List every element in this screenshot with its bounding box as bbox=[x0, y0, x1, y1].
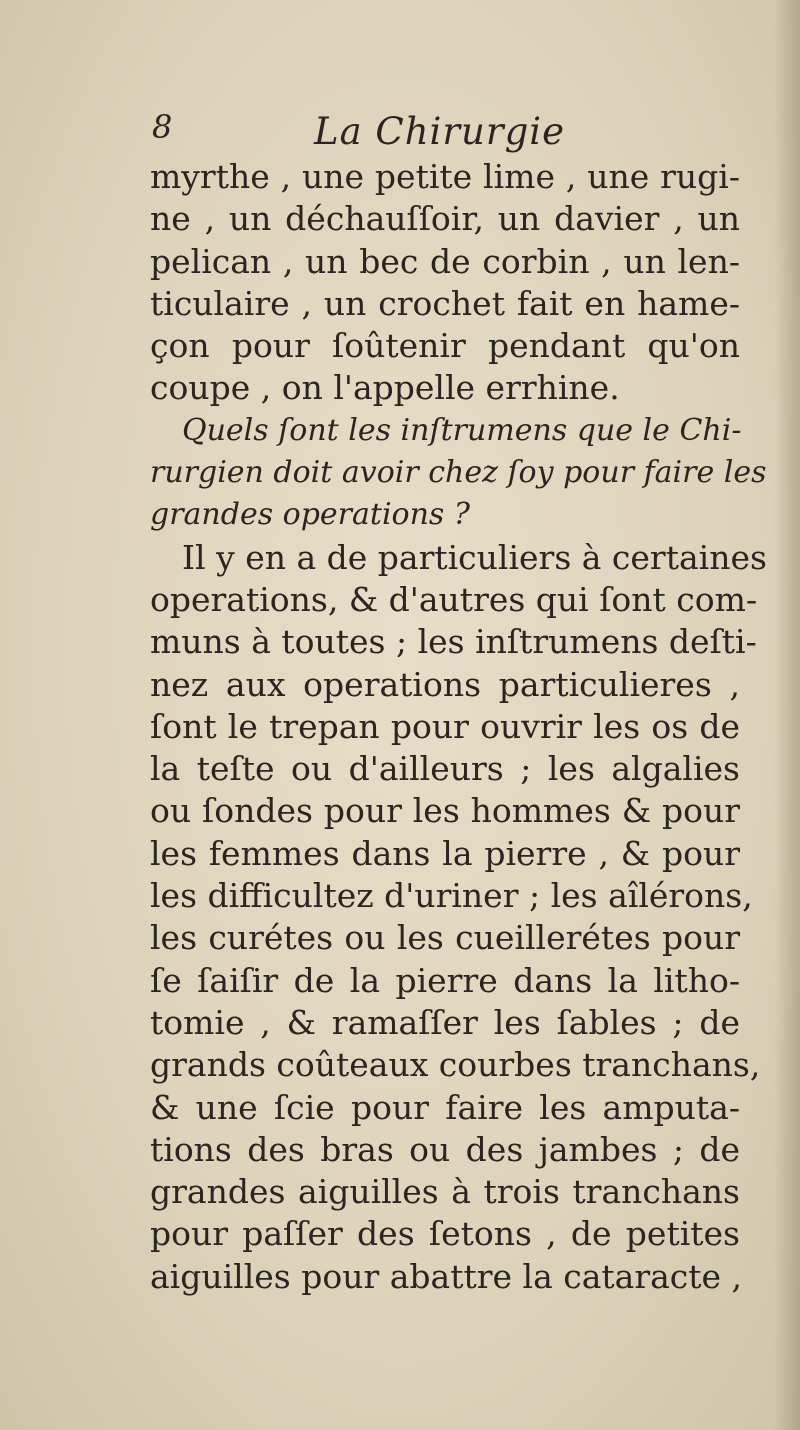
text-line: myrthe , une petite lime , une rugi- bbox=[150, 157, 740, 196]
paragraph-1 bbox=[150, 156, 740, 410]
running-title: La Chirurgie bbox=[314, 110, 565, 153]
question-line: rurgien doit avoir chez ſoy pour faire les bbox=[150, 455, 767, 491]
text-line: aiguilles pour abattre la cataracte , bbox=[150, 1256, 743, 1296]
text-line: la teſte ou d'ailleurs ; les algalies bbox=[150, 749, 740, 789]
text-line: coupe , on l'appelle errhine. bbox=[150, 368, 620, 408]
question-line: grandes operations ? bbox=[150, 497, 470, 533]
text-line: les curétes ou les cueillerétes pour bbox=[150, 918, 740, 958]
text-line: pelican , un bec de corbin , un len- bbox=[150, 241, 740, 281]
text-line: & une ſcie pour faire les amputa- bbox=[150, 1087, 740, 1127]
text-line: tomie , & ramaſſer les ſables ; de bbox=[150, 1002, 740, 1042]
question-line: Quels ſont les inſtrumens que le Chi- bbox=[182, 412, 742, 448]
text-line: çon pour ſoûtenir pendant qu'on bbox=[150, 326, 740, 366]
text-line: ſont le trepan pour ouvrir les os de bbox=[150, 706, 740, 746]
text-line: les femmes dans la pierre , & pour bbox=[150, 833, 740, 873]
text-line: tions des bras ou des jambes ; de bbox=[150, 1129, 740, 1169]
body-text bbox=[150, 156, 767, 1298]
text-line: nez aux operations particulieres , bbox=[150, 664, 740, 704]
text-line: pour paſſer des ſetons , de petites bbox=[150, 1214, 740, 1254]
text-line: les difficultez d'uriner ; les aîlérons, bbox=[150, 876, 753, 916]
text-line: Il y en a de particuliers à certaines bbox=[182, 537, 767, 577]
paragraph-2 bbox=[150, 537, 767, 1298]
text-line: grands coûteaux courbes tranchans, bbox=[150, 1045, 761, 1085]
text-line: ou ſondes pour les hommes & pour bbox=[150, 791, 740, 831]
text-line: ticulaire , un crochet fait en hame- bbox=[150, 283, 740, 323]
text-line: ne , un déchauſſoir, un davier , un bbox=[150, 199, 740, 239]
text-line: operations, & d'autres qui ſont com- bbox=[150, 579, 758, 619]
text-line: muns à toutes ; les inſtrumens deſti- bbox=[150, 622, 757, 662]
text-line: ſe ſaiſir de la pierre dans la litho- bbox=[150, 960, 740, 1000]
page-header bbox=[148, 108, 748, 156]
page-number: 8 bbox=[152, 108, 173, 146]
text-line: grandes aiguilles à trois tranchans bbox=[150, 1172, 740, 1212]
question-heading bbox=[150, 410, 767, 537]
page-edge-shadow bbox=[774, 0, 800, 1430]
